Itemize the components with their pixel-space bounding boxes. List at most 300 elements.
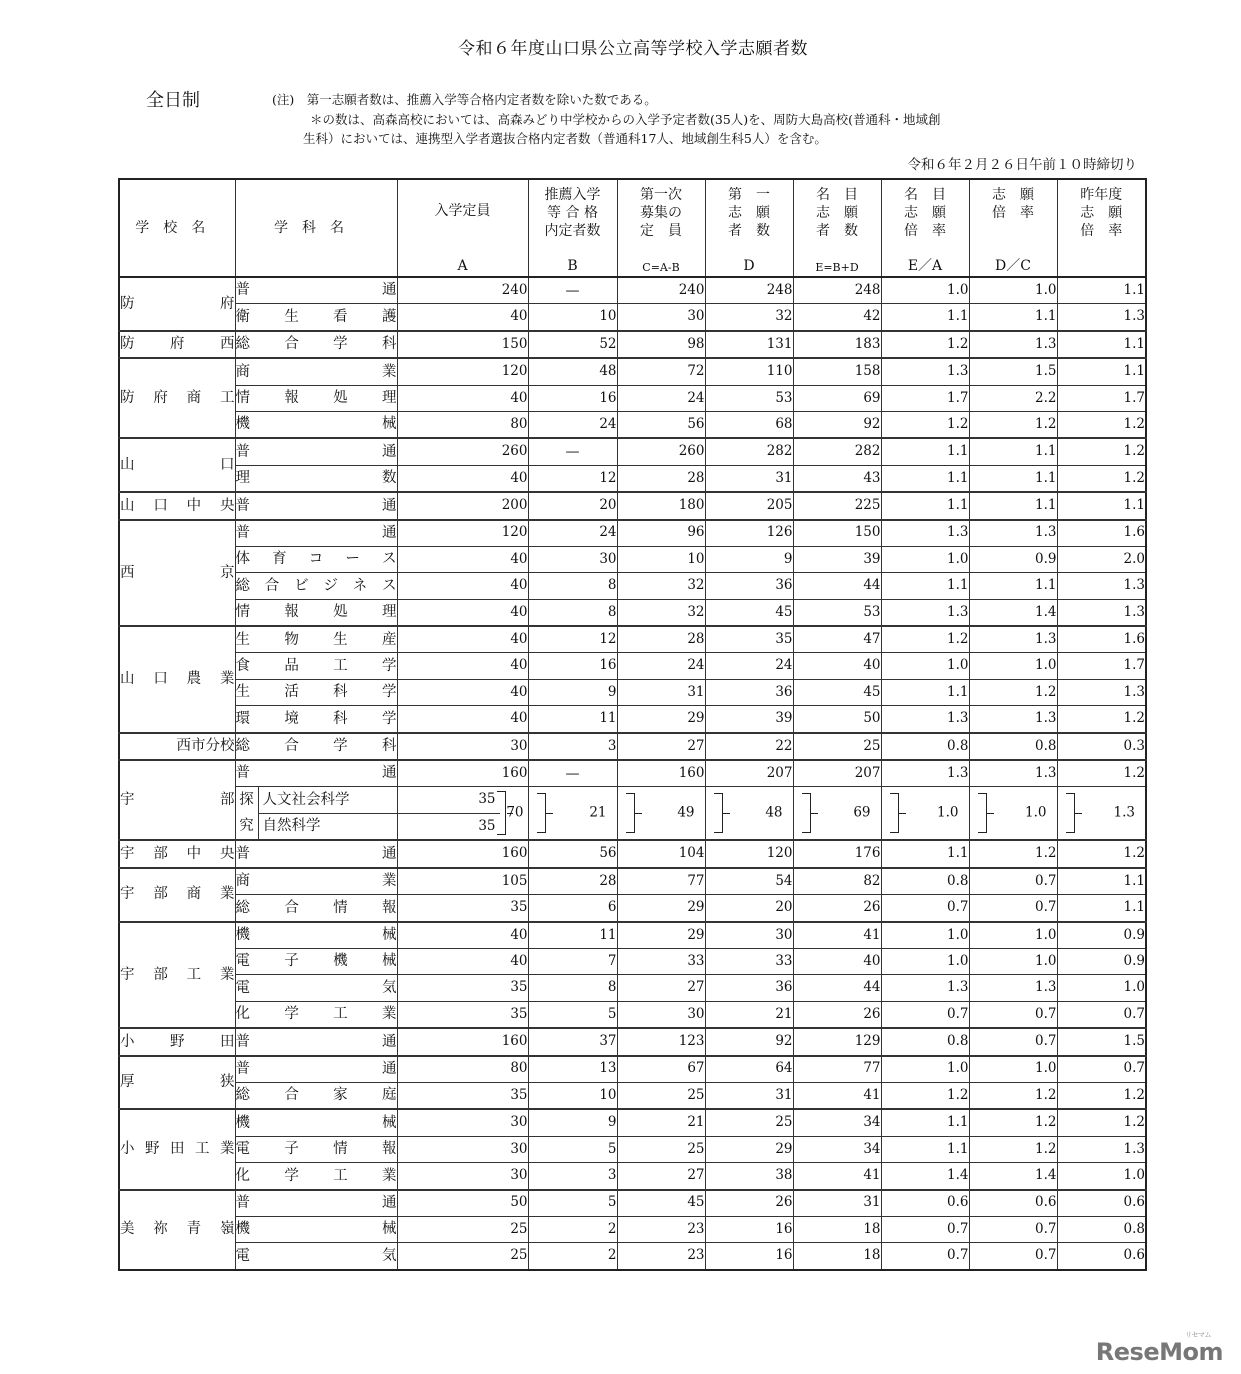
cell-ratio: 1.5 [969,358,1057,385]
cell-nominal-ratio: 1.1 [881,304,969,331]
cell-first-round-capacity: 180 [617,492,705,519]
cell-nominal-ratio: 1.4 [881,1163,969,1190]
cell-first-choice: 25 [705,1109,793,1136]
cell-capacity: 35 [397,895,528,922]
cell-ratio: 1.3 [969,331,1057,358]
note-line-1: (注) 第一志願者数は、推薦入学等合格内定者数を除いた数である。 [272,92,657,107]
table-row [119,1028,1146,1055]
cell-recommended: 20 [528,492,617,519]
dept-name: 体 育 コ ー ス [235,546,397,572]
cell-nominal-applicants: 82 [793,868,881,895]
table-row [119,277,1146,304]
brace-icon [802,793,811,833]
cell-prev-ratio: 0.6 [1057,1243,1146,1270]
cell-first-round-capacity: 160 [617,760,705,787]
cell-nominal-ratio: 1.1 [881,840,969,867]
cell-ratio: 0.7 [969,895,1057,922]
cell-ratio: 1.3 [969,975,1057,1001]
cell-first-choice: 36 [705,573,793,599]
cell-first-round-capacity: 23 [617,1216,705,1242]
cell-nominal-applicants: 44 [793,975,881,1001]
cell-capacity: 30 [397,733,528,760]
cell-first-choice: 110 [705,358,793,385]
cell-nominal-applicants: 41 [793,1082,881,1109]
cell-prev-ratio: 1.1 [1057,358,1146,385]
school-name: 山 口 中 央 [119,492,235,519]
cell-recommended: — [528,438,617,465]
cell-capacity: 40 [397,948,528,974]
cell-first-choice: 92 [705,1028,793,1055]
cell-capacity: 200 [397,492,528,519]
cell-first-round-capacity: 25 [617,1136,705,1162]
cell-capacity: 105 [397,868,528,895]
header-prev-ratio: 昨年度 志 願 倍 率 [1057,179,1146,277]
school-name: 小 野 田 [119,1028,235,1055]
logo-ruby: リセマム [1185,1331,1211,1339]
brace-icon [978,793,987,833]
cell-nominal-applicants: 41 [793,922,881,949]
table-row [119,706,1146,733]
cell-prev-ratio: 1.2 [1057,411,1146,438]
school-name: 宇 部 中 央 [119,840,235,867]
cell-nominal-applicants: 92 [793,411,881,438]
cell-nominal-applicants: 43 [793,465,881,492]
cell-nominal-ratio: 1.3 [881,975,969,1001]
applicants-table [118,178,1147,1271]
cell-first-round-capacity: 30 [617,1001,705,1028]
cell-recommended: — [528,760,617,787]
cell-first-choice: 16 [705,1216,793,1242]
cell-nominal-ratio: 1.7 [881,385,969,411]
cell-nominal-ratio: 1.2 [881,1082,969,1109]
dept-name: 普 通 [235,760,397,787]
dept-name: 総 合 ビ ジ ネ ス [235,573,397,599]
cell-recommended: 13 [528,1056,617,1083]
dept-name: 普 通 [235,520,397,547]
cell-prev-ratio: 1.2 [1057,760,1146,787]
cell-ratio: 1.0 [969,1056,1057,1083]
school-name: 美 祢 青 嶺 [119,1190,235,1270]
cell-nominal-ratio: 1.0 [881,653,969,679]
table-row [119,948,1146,974]
cell-first-round-capacity: 24 [617,653,705,679]
cell-first-choice: 33 [705,948,793,974]
cell-first-choice: 205 [705,492,793,519]
cell-recommended: 3 [528,1163,617,1190]
table-row [119,599,1146,626]
cell-recommended: 6 [528,895,617,922]
cell-nominal-applicants: 40 [793,948,881,974]
cell-first-choice: 21 [705,1001,793,1028]
table-row [119,922,1146,949]
cell-first-round-capacity: 30 [617,304,705,331]
cell-nominal-applicants: 77 [793,1056,881,1083]
cell-recommended: 5 [528,1001,617,1028]
cell-first-round-capacity: 21 [617,1109,705,1136]
school-name: 小 野 田 工 業 [119,1109,235,1189]
cell-nominal-ratio: 1.0 [881,1056,969,1083]
table-row [119,1109,1146,1136]
cell-nominal-applicants: 47 [793,626,881,653]
table-header [119,179,1146,277]
cell-first-round-capacity: 25 [617,1082,705,1109]
cell-first-choice: 39 [705,706,793,733]
table-row [119,679,1146,705]
dept-name: 商 業 [235,868,397,895]
table-row [119,411,1146,438]
brace-icon [626,793,635,833]
cell-recommended: 10 [528,304,617,331]
dept-name: 普 通 [235,277,397,304]
cell-nominal-applicants: 69 [793,385,881,411]
cell-nominal-applicants: 282 [793,438,881,465]
cell-capacity: 40 [397,304,528,331]
cell-recommended: 8 [528,975,617,1001]
cell-capacity: 260 [397,438,528,465]
cell-first-round-capacity: 96 [617,520,705,547]
cell-nominal-applicants: 41 [793,1163,881,1190]
cell-first-round-capacity: 67 [617,1056,705,1083]
cell-prev-ratio: 1.1 [1057,895,1146,922]
table-row [119,573,1146,599]
cell-prev-ratio: 1.1 [1057,868,1146,895]
cell-prev-ratio: 1.3 [1057,599,1146,626]
cell-ratio: 0.9 [969,546,1057,572]
resemom-logo [1095,1331,1223,1366]
cell-recommended: 8 [528,599,617,626]
cell-prev-ratio: 1.1 [1057,331,1146,358]
cell-capacity: 120 [397,520,528,547]
brace-icon [497,791,506,835]
cell-first-round-capacity: 104 [617,840,705,867]
cell-capacity: 150 [397,331,528,358]
cell-first-round-capacity: 77 [617,868,705,895]
cell-first-round-capacity: 27 [617,975,705,1001]
cell-capacity: 35 [397,1001,528,1028]
cell-nominal-applicants: 207 [793,760,881,787]
cell-prev-ratio: 1.2 [1057,1109,1146,1136]
cell-capacity: 160 [397,1028,528,1055]
cell-nominal-ratio: 1.1 [881,465,969,492]
logo-text: ReseMom [1095,1338,1223,1366]
cell-recommended: 12 [528,465,617,492]
cell-capacity: 50 [397,1190,528,1217]
cell-recommended: 7 [528,948,617,974]
header-dept: 学科名 [235,179,397,277]
dept-name: 情 報 処 理 [235,385,397,411]
cell-ratio: 1.1 [969,573,1057,599]
cell-ratio: 1.3 [969,626,1057,653]
cell-first-choice: 20 [705,895,793,922]
cell-capacity: 30 [397,1136,528,1162]
dept-name: 普 通 [235,840,397,867]
cell-capacity: 40 [397,626,528,653]
school-name: 防 府 西 [119,331,235,358]
cell-first-round-capacity: 27 [617,733,705,760]
cell-nominal-applicants: 26 [793,1001,881,1028]
cell-ratio: 1.2 [969,1109,1057,1136]
dept-name: 普 通 [235,1056,397,1083]
brace-icon [1066,793,1075,833]
cell-ratio: 1.2 [969,1082,1057,1109]
cell-first-choice: 131 [705,331,793,358]
cell-recommended: 37 [528,1028,617,1055]
dept-name: 商 業 [235,358,397,385]
cell-capacity: 40 [397,653,528,679]
header-first-round-capacity: 第一次 募集の 定 員 C=A-B [617,179,705,277]
cell-capacity: 40 [397,599,528,626]
cell-capacity: 25 [397,1216,528,1242]
cell-nominal-applicants: 31 [793,1190,881,1217]
cell-recommended: 5 [528,1136,617,1162]
cell-first-choice: 248 [705,277,793,304]
cell-ratio: 1.2 [969,1136,1057,1162]
cell-ratio: 2.2 [969,385,1057,411]
cell-first-choice: 9 [705,546,793,572]
cell-nominal-ratio: 1.2 [881,626,969,653]
cell-nominal-ratio: 0.8 [881,733,969,760]
cell-ratio: 0.7 [969,1028,1057,1055]
cell-prev-ratio: 1.2 [1057,465,1146,492]
dept-name: 化 学 工 業 [235,1001,397,1028]
cell-first-choice: 68 [705,411,793,438]
cell-ratio: 1.2 [969,840,1057,867]
cell-recommended: 3 [528,733,617,760]
cell-nominal-applicants: 129 [793,1028,881,1055]
cell-prev-ratio: 1.3 [1057,573,1146,599]
cell-nominal-ratio: 1.2 [881,331,969,358]
cell-capacity: 40 [397,385,528,411]
cell-first-choice: 126 [705,520,793,547]
cell-recommended: 16 [528,653,617,679]
cell-first-round-capacity: 28 [617,626,705,653]
cell-ratio: 0.7 [969,1001,1057,1028]
dept-name: 総 合 学 科 [235,331,397,358]
cell-recommended: 8 [528,573,617,599]
cell-nominal-applicants: 40 [793,653,881,679]
cell-first-round-capacity: 31 [617,679,705,705]
cell-recommended: 9 [528,679,617,705]
cell-ratio: 1.2 [969,679,1057,705]
cell-capacity: 160 [397,840,528,867]
table-row [119,438,1146,465]
dept-name: 生 物 生 産 [235,626,397,653]
cell-nominal-applicants: 183 [793,331,881,358]
cell-capacity: 25 [397,1243,528,1270]
cell-nominal-applicants: 25 [793,733,881,760]
school-name: 防 府 商 工 [119,358,235,438]
table-row [119,840,1146,867]
cell-ratio: 0.7 [969,868,1057,895]
cell-first-round-capacity: 32 [617,573,705,599]
school-name: 宇 部 工 業 [119,922,235,1029]
table-row [119,1190,1146,1217]
cell-first-choice: 120 [705,840,793,867]
cell-ratio: 1.0 [969,948,1057,974]
cell-capacity: 40 [397,922,528,949]
cell-nominal-applicants: 44 [793,573,881,599]
cell-prev-ratio: 1.3 [1057,787,1146,841]
cell-ratio: 0.6 [969,1190,1057,1217]
cell-first-round-capacity: 98 [617,331,705,358]
cell-nominal-applicants: 158 [793,358,881,385]
dept-name: 電 気 [235,975,397,1001]
cell-prev-ratio: 1.7 [1057,653,1146,679]
cell-prev-ratio: 1.2 [1057,840,1146,867]
cell-nominal-ratio: 1.3 [881,599,969,626]
cell-nominal-ratio: 1.1 [881,1109,969,1136]
dept-name: 総 合 学 科 [235,733,397,760]
cell-ratio: 1.3 [969,706,1057,733]
cell-first-round-capacity: 29 [617,706,705,733]
cell-first-choice: 26 [705,1190,793,1217]
cell-first-round-capacity: 29 [617,895,705,922]
table-row [119,492,1146,519]
cell-prev-ratio: 1.1 [1057,277,1146,304]
dept-name: 衛 生 看 護 [235,304,397,331]
dept-name: 機 械 [235,1216,397,1242]
dept-name: 電 気 [235,1243,397,1270]
cell-recommended: 2 [528,1243,617,1270]
cell-ratio: 1.4 [969,1163,1057,1190]
school-name: 山 口 [119,438,235,492]
dept-name: 食 品 工 学 [235,653,397,679]
cell-recommended: 10 [528,1082,617,1109]
table-row [119,653,1146,679]
cell-ratio: 0.7 [969,1243,1057,1270]
table-row [119,331,1146,358]
cell-prev-ratio: 1.3 [1057,304,1146,331]
school-name: 宇 部 [119,760,235,840]
cell-first-round-capacity: 49 [617,787,705,841]
cell-nominal-ratio: 0.8 [881,1028,969,1055]
dept-name: 自 然 科 学 [259,813,397,840]
cell-capacity-split: 35 35 70 [397,787,528,841]
dept-name: 電 子 情 報 [235,1136,397,1162]
cell-ratio: 1.0 [969,277,1057,304]
dept-name: 情 報 処 理 [235,599,397,626]
cell-nominal-applicants: 248 [793,277,881,304]
cell-ratio: 1.3 [969,760,1057,787]
cell-first-round-capacity: 24 [617,385,705,411]
cell-first-choice: 24 [705,653,793,679]
cell-capacity: 80 [397,1056,528,1083]
cell-nominal-applicants: 69 [793,787,881,841]
cell-prev-ratio: 2.0 [1057,546,1146,572]
cell-nominal-ratio: 1.0 [881,277,969,304]
cell-first-choice: 36 [705,975,793,1001]
cell-prev-ratio: 0.8 [1057,1216,1146,1242]
cell-nominal-ratio: 0.8 [881,868,969,895]
cell-first-choice: 31 [705,465,793,492]
cell-nominal-applicants: 18 [793,1243,881,1270]
cell-capacity: 120 [397,358,528,385]
cell-nominal-applicants: 50 [793,706,881,733]
cell-recommended: 24 [528,520,617,547]
cell-ratio: 1.3 [969,520,1057,547]
brace-icon [890,793,899,833]
cell-capacity: 40 [397,679,528,705]
header-recommended: 推薦入学 等 合 格 内定者数 B [528,179,617,277]
cell-prev-ratio: 0.7 [1057,1001,1146,1028]
cell-ratio: 1.2 [969,411,1057,438]
dept-name: 化 学 工 業 [235,1163,397,1190]
cell-prev-ratio: 0.6 [1057,1190,1146,1217]
cell-first-choice: 32 [705,304,793,331]
cell-nominal-ratio: 1.0 [881,922,969,949]
cell-prev-ratio: 1.3 [1057,679,1146,705]
cell-recommended: 21 [528,787,617,841]
school-name: 西市分校 [119,733,235,760]
cell-first-choice: 207 [705,760,793,787]
dept-name: 生 活 科 学 [235,679,397,705]
table-row [119,895,1146,922]
cell-nominal-ratio: 0.7 [881,1001,969,1028]
cell-first-round-capacity: 72 [617,358,705,385]
cell-prev-ratio: 1.1 [1057,492,1146,519]
cell-first-choice: 16 [705,1243,793,1270]
cell-recommended: 24 [528,411,617,438]
table-body [119,277,1146,1270]
cell-nominal-applicants: 26 [793,895,881,922]
table-row [119,1056,1146,1083]
header-first-choice: 第 一 志 願 者 数 D [705,179,793,277]
cell-nominal-ratio: 1.0 [881,948,969,974]
cell-first-choice: 64 [705,1056,793,1083]
school-name: 厚 狭 [119,1056,235,1110]
cell-prev-ratio: 1.2 [1057,438,1146,465]
cell-first-choice: 54 [705,868,793,895]
cell-first-round-capacity: 45 [617,1190,705,1217]
table-row [119,1001,1146,1028]
cell-first-choice: 45 [705,599,793,626]
cell-first-choice: 30 [705,922,793,949]
cell-nominal-applicants: 225 [793,492,881,519]
cell-capacity: 40 [397,573,528,599]
table-row [119,465,1146,492]
dept-name: 機 械 [235,411,397,438]
dept-name: 環 境 科 学 [235,706,397,733]
table-row [119,1216,1146,1242]
cell-capacity: 160 [397,760,528,787]
table-row [119,1163,1146,1190]
table-row [119,1082,1146,1109]
cell-capacity: 80 [397,411,528,438]
cell-first-choice: 22 [705,733,793,760]
table-row [119,304,1146,331]
table-row-tankyu [119,787,1146,841]
cell-first-round-capacity: 56 [617,411,705,438]
cell-prev-ratio: 1.2 [1057,706,1146,733]
deadline-text: 令和６年２月２６日午前１０時締切り [907,157,1137,173]
cell-first-round-capacity: 29 [617,922,705,949]
cell-ratio: 1.0 [969,922,1057,949]
cell-nominal-ratio: 0.7 [881,1243,969,1270]
cell-nominal-applicants: 34 [793,1109,881,1136]
header-ratio: 志 願 倍 率 D／C [969,179,1057,277]
header-school: 学校名 [119,179,235,277]
cell-first-choice: 29 [705,1136,793,1162]
cell-recommended: 48 [528,358,617,385]
cell-nominal-applicants: 53 [793,599,881,626]
cell-ratio: 1.0 [969,653,1057,679]
document-title: 令和６年度山口県公立高等学校入学志願者数 [458,39,808,59]
cell-prev-ratio: 1.2 [1057,1082,1146,1109]
cell-prev-ratio: 0.3 [1057,733,1146,760]
cell-capacity: 35 [397,1082,528,1109]
cell-prev-ratio: 0.7 [1057,1056,1146,1083]
cell-nominal-ratio: 1.0 [881,546,969,572]
